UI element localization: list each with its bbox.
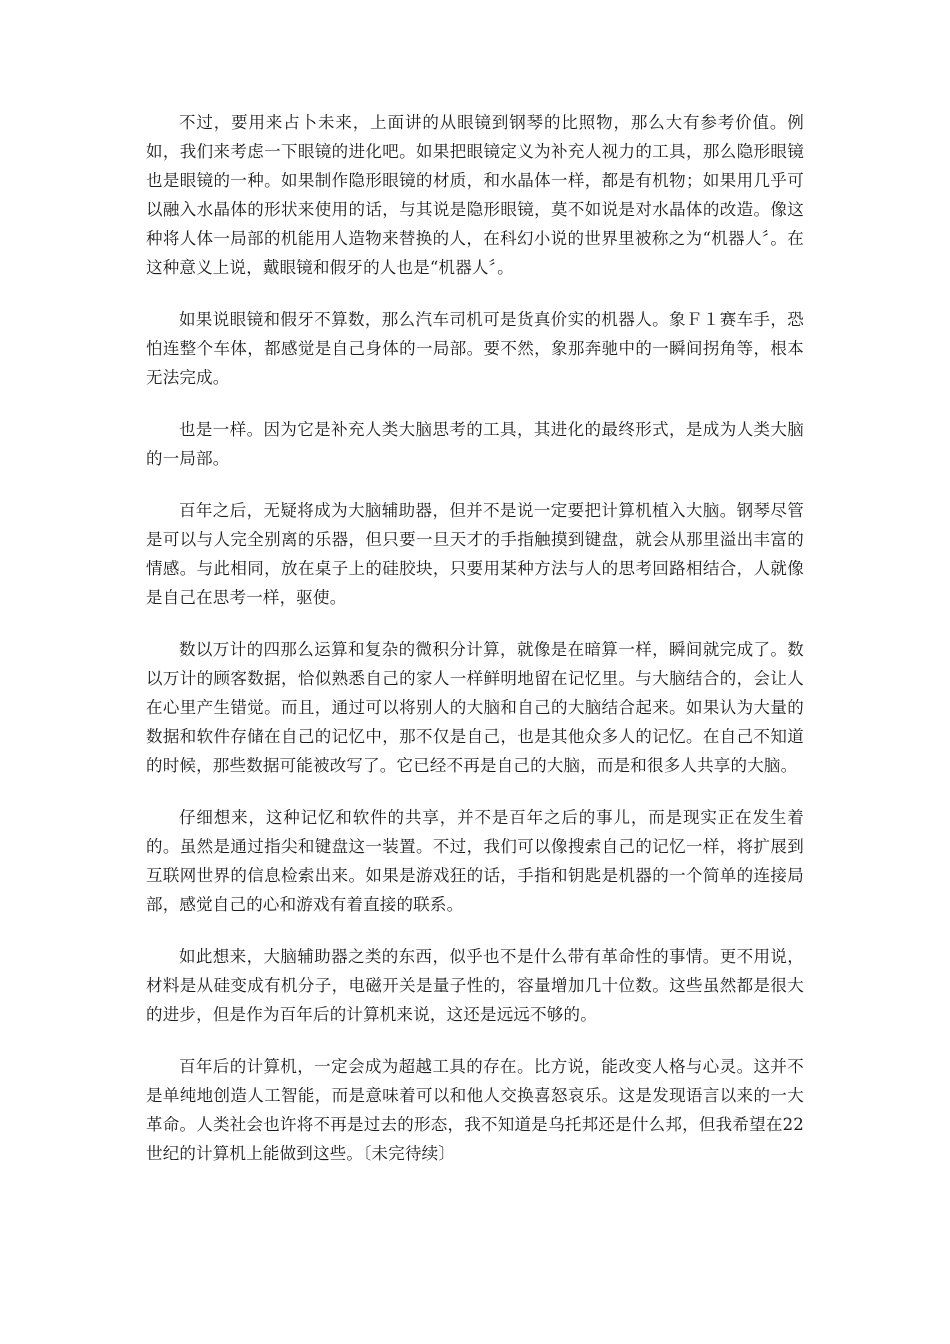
document-body bbox=[146, 108, 804, 1191]
paragraph: 数以万计的四那么运算和复杂的微积分计算，就像是在暗算一样，瞬间就完成了。数以万计的顾客数据，恰似熟悉自己的家人一样鲜明地留在记忆里。与大脑结合的，会让人在心里产生错觉。而且，通过可以将别人的大脑和自己的大脑结合起来。如果认为大量的数据和软件存储在自己的记忆中，那不仅是自己，也是其他众多人的记忆。在自己不知道的时候，那些数据可能被改写了。它已经不再是自己的大脑，而是和很多人共享的大脑。 bbox=[146, 640, 804, 775]
paragraph: 也是一样。因为它是补充人类大脑思考的工具，其进化的最终形式，是成为人类大脑的一局部。 bbox=[146, 420, 804, 468]
paragraph: 如果说眼镜和假牙不算数，那么汽车司机可是货真价实的机器人。象Ｆ１赛车手，恐怕连整个车体，都感觉是自己身体的一局部。要不然，象那奔驰中的一瞬间拐角等，根本无法完成。 bbox=[146, 310, 804, 387]
paragraph: 如此想来，大脑辅助器之类的东西，似乎也不是什么带有革命性的事情。更不用说，材料是从硅变成有机分子，电磁开关是量子性的，容量增加几十位数。这些虽然都是很大的进步，但是作为百年后的计算机来说，这还是远远不够的。 bbox=[146, 947, 804, 1024]
paragraph: 仔细想来，这种记忆和软件的共享，并不是百年之后的事儿，而是现实正在发生着的。虽然是通过指尖和键盘这一装置。不过，我们可以像搜索自己的记忆一样，将扩展到互联网世界的信息检索出来。如果是游戏狂的话，手指和钥匙是机器的一个简单的连接局部，感觉自己的心和游戏有着直接的联系。 bbox=[146, 808, 804, 914]
paragraph: 百年之后，无疑将成为大脑辅助器，但并不是说一定要把计算机植入大脑。钢琴尽管是可以与人完全别离的乐器，但只要一旦天才的手指触摸到键盘，就会从那里溢出丰富的情感。与此相同，放在桌子上的硅胶块，只要用某种方法与人的思考回路相结合，人就像是自己在思考一样，驱使。 bbox=[146, 501, 804, 607]
paragraph: 百年后的计算机，一定会成为超越工具的存在。比方说，能改变人格与心灵。这并不是单纯地创造人工智能，而是意味着可以和他人交换喜怒哀乐。这是发现语言以来的一大革命。人类社会也许将不再是过去的形态，我不知道是乌托邦还是什么邦，但我希望在22世纪的计算机上能做到这些。〔未完待续〕 bbox=[146, 1057, 804, 1163]
paragraph: 不过，要用来占卜未来，上面讲的从眼镜到钢琴的比照物，那么大有参考价值。例如，我们来考虑一下眼镜的进化吧。如果把眼镜定义为补充人视力的工具，那么隐形眼镜也是眼镜的一种。如果制作隐形眼镜的材质，和水晶体一样，都是有机物；如果用几乎可以融入水晶体的形状来使用的话，与其说是隐形眼镜，莫不如说是对水晶体的改造。像这种将人体一局部的机能用人造物来替换的人，在科幻小说的世界里被称之为“机器人〞。在这种意义上说，戴眼镜和假牙的人也是“机器人〞。 bbox=[146, 113, 804, 277]
